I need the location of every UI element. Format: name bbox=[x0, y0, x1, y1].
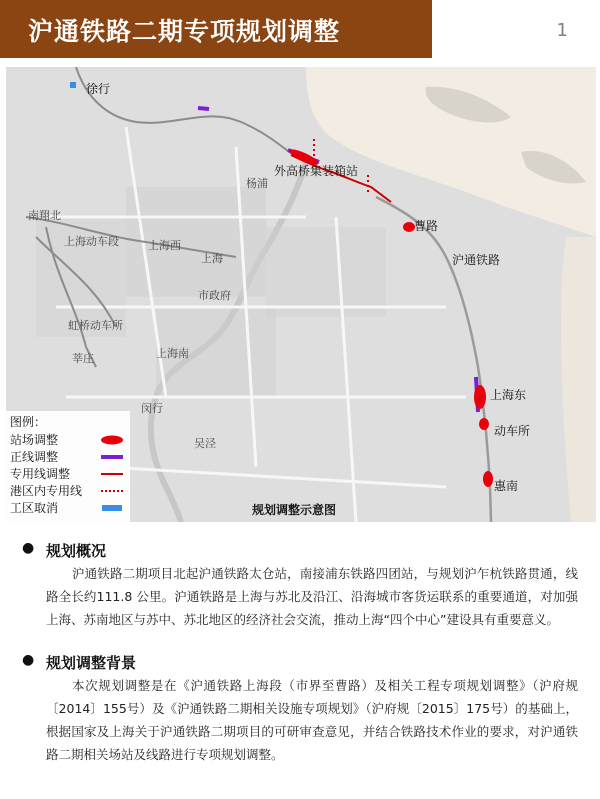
section-overview bbox=[22, 540, 582, 631]
label-shanghai: 上海 bbox=[201, 252, 223, 265]
label-nanxiangbei: 南翔北 bbox=[28, 209, 61, 222]
legend-label: 港区内专用线 bbox=[10, 484, 83, 498]
mainline-adjustment bbox=[198, 108, 209, 109]
legend-label: 站场调整 bbox=[10, 433, 59, 447]
legend-label: 专用线调整 bbox=[10, 467, 71, 481]
label-caolu: 曹路 bbox=[414, 219, 439, 233]
station-huinan bbox=[483, 471, 493, 487]
legend-item-station bbox=[10, 431, 128, 447]
map-legend bbox=[6, 411, 130, 522]
label-shanghaidongcheduan: 上海动车段 bbox=[64, 235, 119, 248]
section-background bbox=[22, 652, 582, 766]
section-body: 本次规划调整是在《沪通铁路上海段（市界至曹路）及相关工程专项规划调整》（沪府规〔2014〕155号）及《沪通铁路二期相关设施专项规划》（沪府规〔2015〕175号）的基础上，根据国家及上海关于沪通铁路二期项目的可研审查意见，并结合铁路技术作业的要求，对沪通铁路二期相关场站及线路进行专项规划调整。 bbox=[46, 678, 578, 762]
page-title: 沪通铁路二期专项规划调整 bbox=[28, 17, 341, 46]
label-dongchesuo: 动车所 bbox=[494, 424, 531, 438]
label-minhang: 闵行 bbox=[141, 402, 163, 415]
label-shanghaixi: 上海西 bbox=[148, 239, 181, 252]
section-body: 沪通铁路二期项目北起沪通铁路太仓站，南接浦东铁路四团站，与规划沪乍杭铁路贯通，线路全长约111.8 公里。沪通铁路是上海与苏北及沿江、沿海城市客货运联系的重要通道，对加强上海、苏南地区与苏中、苏北地区的经济社会交流，推动上海“四个中心”建设具有重要意义。 bbox=[46, 566, 578, 627]
label-shizhengfu: 市政府 bbox=[198, 289, 231, 302]
station-shanghaidong bbox=[474, 385, 486, 409]
legend-item-cancel bbox=[10, 499, 128, 515]
label-waigaoqiao: 外高桥集装箱站 bbox=[274, 164, 359, 178]
label-shanghaidong: 上海东 bbox=[490, 388, 527, 402]
port-symbol-icon bbox=[100, 486, 124, 496]
label-shanghainan: 上海南 bbox=[156, 347, 189, 360]
page-number: 1 bbox=[556, 20, 568, 41]
station-symbol-icon bbox=[100, 435, 124, 445]
label-xuhang: 徐行 bbox=[86, 82, 111, 96]
section-heading-text: 规划调整背景 bbox=[46, 654, 137, 672]
label-yangpu: 杨浦 bbox=[246, 177, 268, 190]
station-dongchesuo bbox=[479, 418, 489, 430]
cancel-symbol-icon bbox=[100, 503, 124, 513]
header-bar bbox=[0, 0, 432, 58]
label-wujing: 吴泾 bbox=[194, 437, 216, 450]
label-xinzhuang: 莘庄 bbox=[72, 352, 94, 365]
legend-label: 正线调整 bbox=[10, 450, 59, 464]
header bbox=[0, 0, 600, 58]
cancelled-work-area bbox=[70, 82, 76, 88]
legend-label: 工区取消 bbox=[10, 501, 59, 515]
section-heading bbox=[22, 652, 582, 674]
legend-item-mainline bbox=[10, 448, 128, 464]
label-huinan: 惠南 bbox=[494, 479, 519, 493]
mainline-symbol-icon bbox=[100, 452, 124, 462]
label-hongqiao: 虹桥动车所 bbox=[68, 319, 123, 332]
legend-title: 图例： bbox=[10, 415, 47, 429]
label-hutong: 沪通铁路 bbox=[452, 253, 501, 267]
section-heading-text: 规划概况 bbox=[46, 542, 107, 560]
map-caption: 规划调整示意图 bbox=[252, 503, 337, 517]
section-heading bbox=[22, 540, 582, 562]
bullet-icon: ● bbox=[22, 540, 35, 556]
legend-item-spur bbox=[10, 465, 128, 481]
bullet-icon: ● bbox=[22, 652, 35, 668]
legend-item-port bbox=[10, 482, 128, 498]
spur-symbol-icon bbox=[100, 469, 124, 479]
